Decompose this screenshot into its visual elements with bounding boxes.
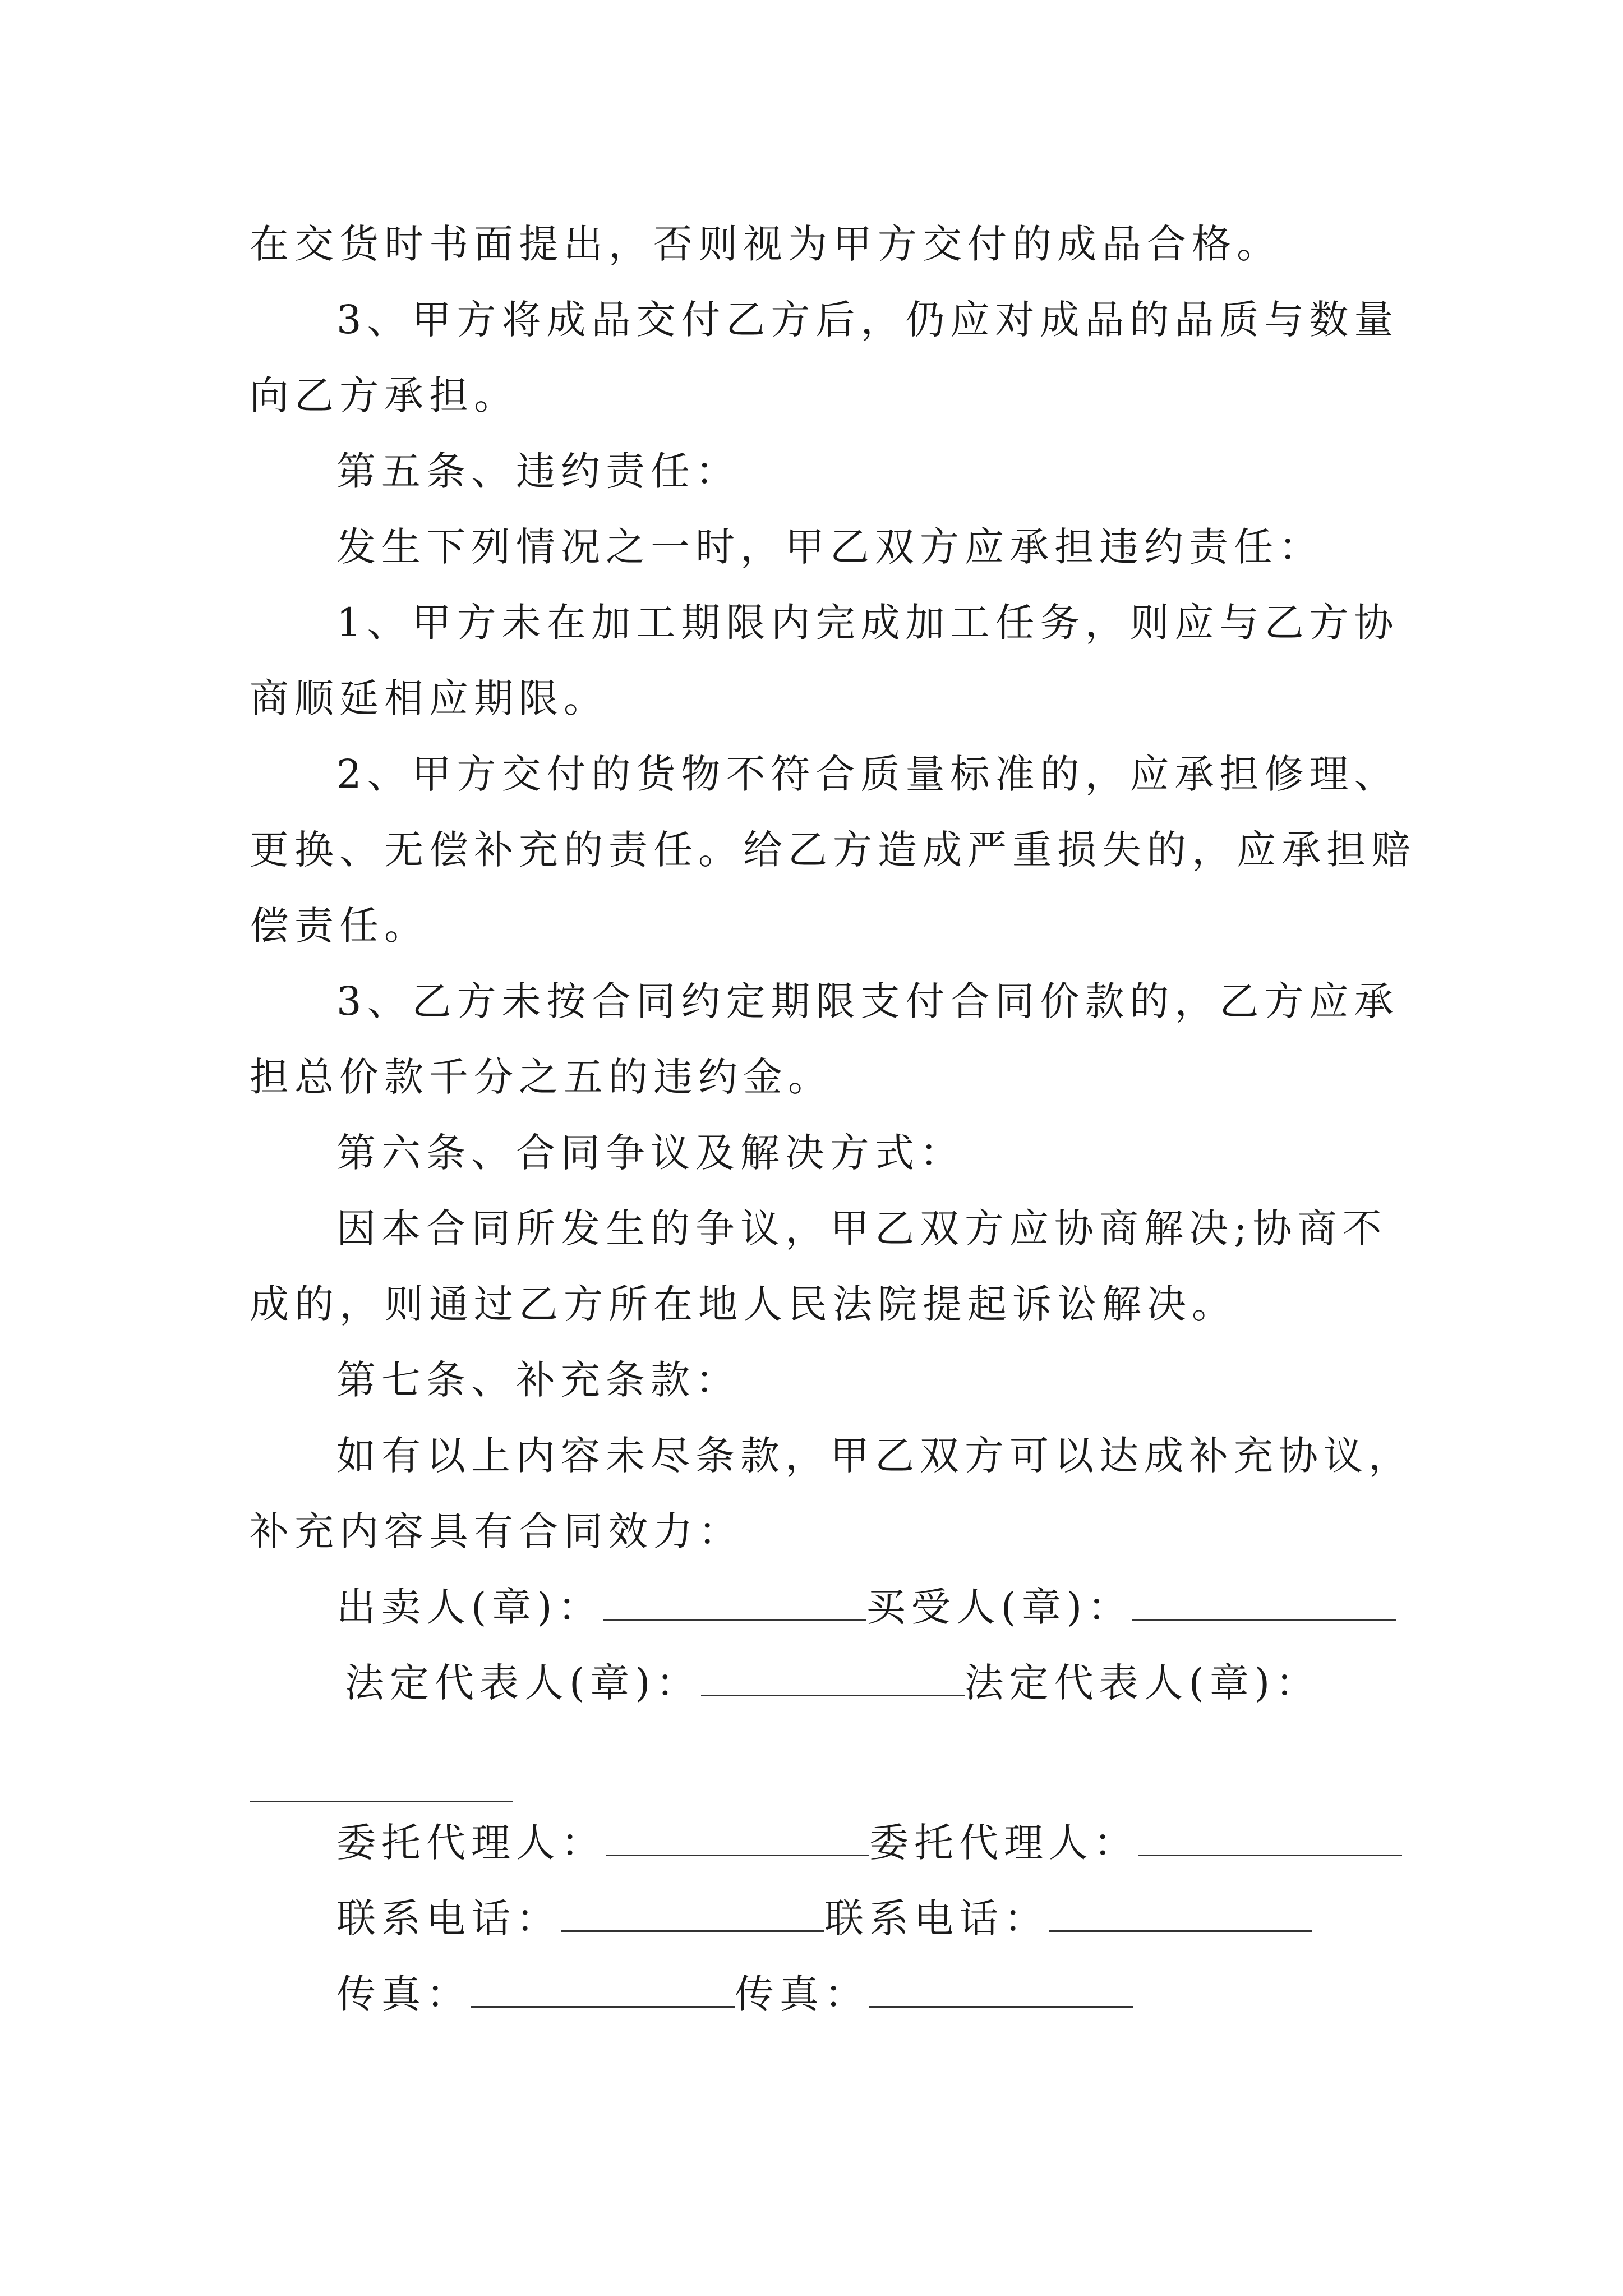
seller-blank [603, 1586, 866, 1621]
legal-rep-label: 法定代表人(章)： [345, 1660, 701, 1706]
text-line: 成的，则通过乙方所在地人民法院提起诉讼解决。 [250, 1281, 1237, 1327]
buyer-label: 买受人(章)： [866, 1584, 1133, 1630]
text-line: 补充内容具有合同效力： [250, 1508, 743, 1554]
legal-rep-blank [701, 1662, 965, 1696]
text-line: 担总价款千分之五的违约金。 [250, 1054, 833, 1100]
text-line: 商顺延相应期限。 [250, 675, 608, 721]
fax-blank [471, 1973, 735, 2008]
text-line: 2、甲方交付的货物不符合质量标准的，应承担修理、 [336, 751, 1399, 797]
section-heading: 第六条、合同争议及解决方式： [336, 1130, 965, 1176]
agent-blank [606, 1822, 869, 1856]
agent-blank [1138, 1822, 1402, 1856]
phone-label: 联系电话： [824, 1895, 1049, 1941]
text-line: 发生下列情况之一时，甲乙双方应承担违约责任： [336, 524, 1324, 570]
text-line: 偿责任。 [250, 903, 429, 949]
fax-blank [869, 1973, 1133, 2008]
signature-row-legal-rep [345, 1655, 1320, 1711]
text-line: 3、甲方将成品交付乙方后，仍应对成品的品质与数量 [336, 297, 1399, 343]
section-heading: 第五条、违约责任： [336, 448, 740, 494]
phone-label: 联系电话： [336, 1895, 561, 1941]
legal-rep-blank-continued [250, 1801, 513, 1802]
text-line: 如有以上内容未尽条款，甲乙双方可以达成补充协议， [336, 1433, 1413, 1479]
seller-label: 出卖人(章)： [336, 1584, 603, 1630]
buyer-blank [1132, 1586, 1396, 1621]
phone-blank [561, 1898, 824, 1932]
signature-row-fax [336, 1966, 1133, 2022]
legal-rep-label: 法定代表人(章)： [964, 1660, 1321, 1706]
agent-label: 委托代理人： [336, 1820, 606, 1866]
fax-label: 传真： [336, 1971, 471, 2017]
text-line: 3、乙方未按合同约定期限支付合同价款的，乙方应承 [336, 978, 1399, 1024]
signature-row-phone [336, 1890, 1312, 1947]
section-heading: 第七条、补充条款： [336, 1357, 740, 1403]
text-line: 在交货时书面提出，否则视为甲方交付的成品合格。 [250, 221, 1281, 267]
agent-label: 委托代理人： [869, 1820, 1138, 1866]
text-line: 更换、无偿补充的责任。给乙方造成严重损失的，应承担赔 [250, 827, 1416, 873]
phone-blank [1049, 1898, 1312, 1932]
signature-row-agent [336, 1815, 1402, 1871]
text-line: 因本合同所发生的争议，甲乙双方应协商解决;协商不 [336, 1205, 1387, 1251]
signature-row-seller-buyer [336, 1579, 1396, 1635]
text-line: 1、甲方未在加工期限内完成加工任务，则应与乙方协 [336, 600, 1399, 646]
fax-label: 传真： [735, 1971, 869, 2017]
text-line: 向乙方承担。 [250, 372, 519, 418]
